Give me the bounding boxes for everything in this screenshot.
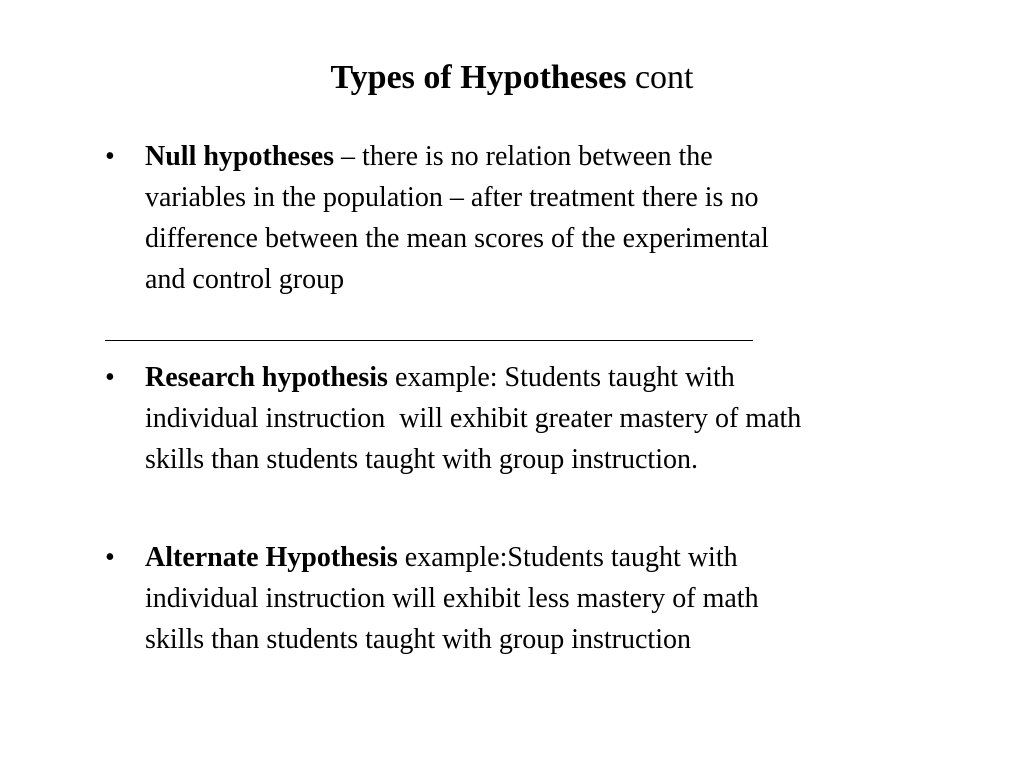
bullet-term: Null hypotheses xyxy=(145,141,335,172)
bullet-body xyxy=(145,537,985,660)
slide-title-suffix: cont xyxy=(634,59,694,96)
bullet-line: individual instruction will exhibit less mastery of math xyxy=(145,583,759,614)
bullet-body xyxy=(145,136,985,300)
bullet-line xyxy=(145,357,985,398)
separator-line xyxy=(105,340,753,341)
bullet-text: – there is no relation between the xyxy=(334,141,713,172)
bullet-text: example:Students taught with xyxy=(397,542,738,573)
bullet-text: example: Students taught with xyxy=(387,362,735,393)
bullet-line xyxy=(145,136,985,177)
bullet-term: Research hypothesis xyxy=(145,362,388,393)
bullet-marker: • xyxy=(105,141,115,172)
bullet-line: skills than students taught with group instruction. xyxy=(145,444,698,475)
bullet-line: skills than students taught with group instruction xyxy=(145,624,691,655)
slide-title xyxy=(0,56,1024,100)
bullet-line: difference between the mean scores of the experimental xyxy=(145,223,769,254)
bullet-marker: • xyxy=(105,542,115,573)
slide-title-bold: Types of Hypotheses xyxy=(330,59,627,96)
bullet-marker: • xyxy=(105,362,115,393)
bullet-line: individual instruction will exhibit greater mastery of math xyxy=(145,403,802,434)
bullet-body xyxy=(145,357,985,480)
bullet-line: and control group xyxy=(145,264,345,295)
bullet-line xyxy=(145,537,985,578)
bullet-line: variables in the population – after treatment there is no xyxy=(145,182,759,213)
bullet-term: Alternate Hypothesis xyxy=(145,542,398,573)
